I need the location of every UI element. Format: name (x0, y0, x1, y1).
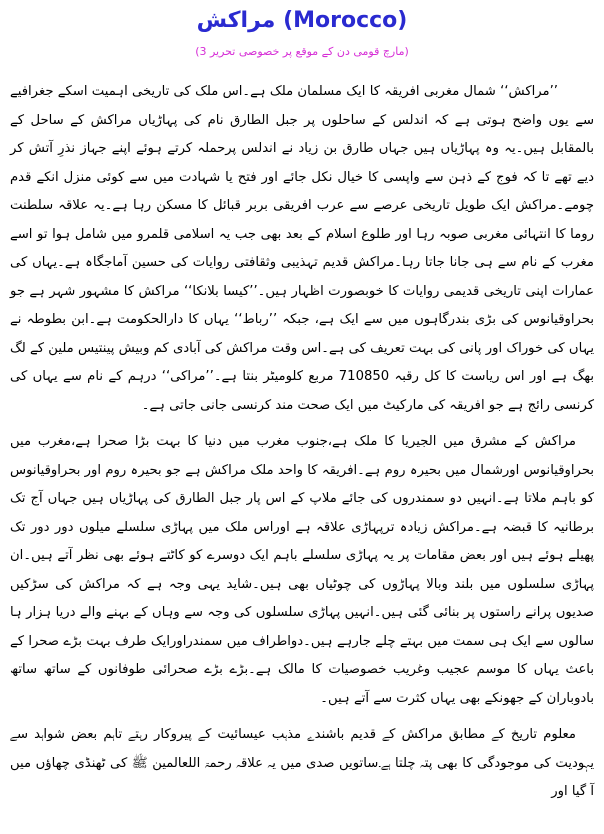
paragraph-history: معلوم تاریخ کے مطابق مراکش کے قدیم باشندے مذہب عیسائیت کے پیروکار رہتے تاہم بعض شواہد سے یہودیت کی موجودگی کا بھی پتہ چلتا ہے۔ساتویں صدی میں یہ علاقہ رحمۃ اللعالمین ﷺ کی ٹھنڈی چھاؤں میں آ گیا اور (10, 727, 594, 799)
paragraph-intro: ’’مراکش‘‘ شمال مغربی افریقہ کا ایک مسلمان ملک ہے۔اس ملک کی تاریخی اہمیت اسکے جغرافیے سے یوں واضح ہوتی ہے کہ اندلس کے ساحلوں پر جبل الطارق نام کی پہاڑیاں مراکش کے ساحل کے بالمقابل ہیں۔یہ وہ پہاڑیاں ہیں جہاں طارق بن زیاد نے اندلس پرحملہ کرتے ہوئے اپنے جہاز نذرِ آتش کر دیے تھے تا کہ فوج کے ذہن سے واپسی کا خیال نکل جائے اور فتح یا شہادت میں سے کوئی منزل انکے قدم چومے۔مراکش ایک طویل تاریخی عرصے سے عرب افریقی بربر قبائل کا مسکن رہا ہے۔یہ علاقہ سلطنت روما کا انتہائی مغربی صوبہ رہا اور طلوع اسلام کے بعد بھی جب یہ اسلامی قلمرو میں شامل ہوا تو اسے مغرب کے نام سے ہی جانا جاتا رہا۔مراکش قدیم تہذیبی وثقافتی روایات کی حسین آماجگاہ ہے۔یہاں کی عمارات اپنی تاریخی قدیمی روایات کا خوبصورت اظہار ہیں۔’’کیسا بلانکا‘‘ مراکش کا مشہور شہر ہے جو بحراوقیانوس کی بڑی بندرگاہوں میں سے ایک ہے، جبکہ ’’رباط‘‘ یہاں کا دارالحکومت ہے۔ابن بطوطہ نے یہاں کی خوراک اور پانی کی بہت تعریف کی ہے۔اس وقت مراکش کی آبادی کم وبیش پینتیس ملین کے لگ بھگ ہے اور اس ریاست کا کل رقبہ 710850 مربع کلومیٹر بنتا ہے۔’’مراکی‘‘ درہم کے نام سے یہاں کی کرنسی رائج ہے جو افریقہ کی مارکیٹ میں ایک صحت مند کرنسی جانی جاتی ہے۔ (10, 84, 595, 413)
article-subtitle: (3 مارچ قومی دن کے موقع پر خصوصی تحریر) (195, 45, 409, 58)
article-title: مراکش (Morocco) (196, 8, 408, 33)
article-body (10, 78, 594, 807)
paragraph-geography: مراکش کے مشرق میں الجیریا کا ملک ہے،جنوب مغرب میں دنیا کا بہت بڑا صحرا ہے،مغرب میں بحراوقیانوس اورشمال میں بحیرہ روم ہے۔افریقہ کا واحد ملک مراکش ہے جو بحیرہ روم اور بحراوقیانوس کو باہم ملاتا ہے۔انہیں دو سمندروں کی جائے ملاپ کے اس پار جبل الطارق کی پہاڑیاں ہیں جہاں آج تک برطانیہ کا قبضہ ہے۔مراکش زیادہ ترپہاڑی علاقہ ہے اوراس ملک میں پہاڑی سلسلے میلوں دور دور تک پھیلے ہوئے ہیں اور بعض مقامات پر یہ پہاڑی سلسلے باہم ایک دوسرے کو کاٹتے ہوئے بھی نظر آتے ہیں۔ان پہاڑی سلسلوں میں بلند وبالا پہاڑوں کی چوٹیاں بھی ہیں۔شاید یہی وجہ ہے کہ مراکش کی سڑکیں صدیوں پرانے راستوں پر بنائی گئی ہیں۔انہیں پہاڑی سلسلوں کی وجہ سے وہاں کے بہنے والے دریا ہزار ہا سالوں سے ایک ہی سمت میں بہتے چلے جارہے ہیں۔دواطراف میں سمندراورایک طرف بہت بڑے صحرا کے باعث یہاں کا موسم عجیب وغریب خصوصیات کا مالک ہے۔بڑے بڑے صحرائی طوفانوں کے ساتھ ساتھ بادوباران کے جھونکے بھی یہاں کثرت سے آتے ہیں۔ (10, 434, 594, 706)
